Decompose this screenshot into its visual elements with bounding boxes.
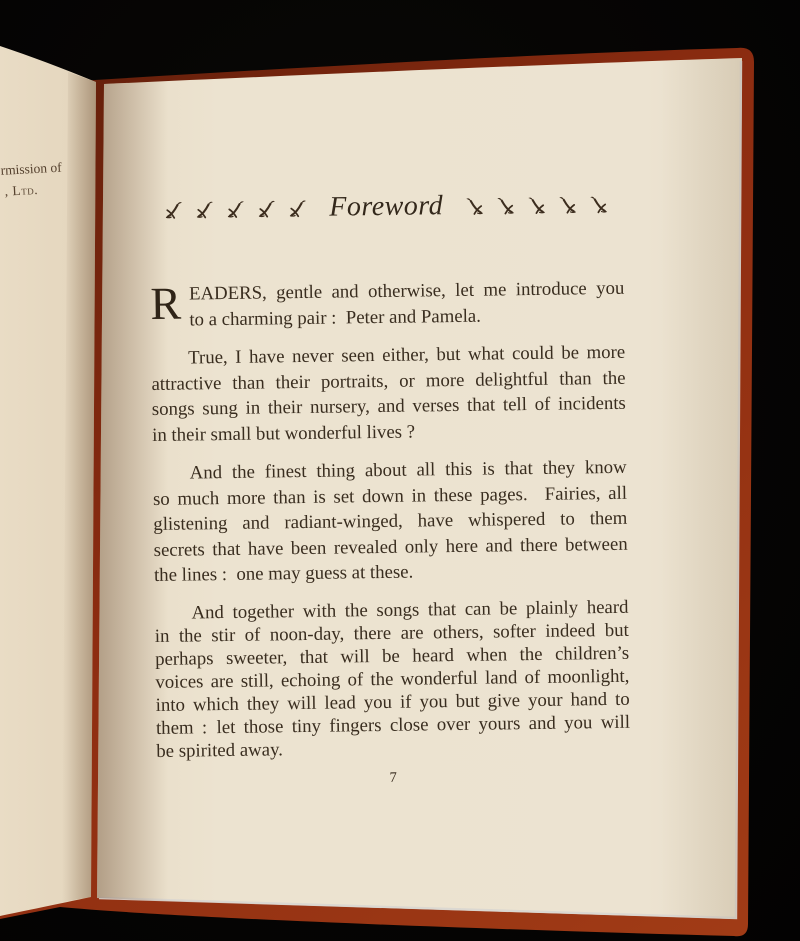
text-line: them : let those tiny fingers close over yours and you will <box>155 711 631 739</box>
page-number: 7 <box>389 769 398 786</box>
chapter-title-row <box>149 186 623 228</box>
text-line: the lines : one may guess at these. <box>153 561 414 586</box>
text-line: True, I have never seen either, but what could be more <box>188 341 626 369</box>
fleuron-ornament-icon <box>527 195 546 215</box>
text-line: EADERS, gentle and otherwise, let me introduce you <box>188 277 625 305</box>
text-line: And the finest thing about all this is that they know <box>189 456 627 484</box>
text-line: in the stir of noon-day, there are others, softer indeed but <box>154 619 629 647</box>
text-line: perhaps sweeter, that will be heard when the children’s <box>154 642 630 670</box>
fleuron-ornament-icon <box>164 200 183 220</box>
text-line: attractive than their portraits, or more delightful than the <box>151 367 626 395</box>
body-text <box>150 276 630 763</box>
fleuron-ornament-icon <box>465 196 484 216</box>
fleuron-ornament-icon <box>226 199 245 219</box>
text-line: to a charming pair : Peter and Pamela. <box>189 305 482 330</box>
foreword-page-content <box>149 186 631 790</box>
text-line: in their small but wonderful lives ? <box>152 421 416 446</box>
caption-fragment-line: rmission of <box>0 159 63 178</box>
fleuron-ornament-icon <box>257 198 276 218</box>
text-line: into which they will lead you if you but give your hand to <box>155 688 630 716</box>
fleuron-ornament-icon <box>496 195 515 215</box>
text-line: voices are still, echoing of the wonderful land of moonlight, <box>155 665 630 693</box>
ornament-group-right <box>459 194 614 216</box>
text-line: And together with the songs that can be plainly heard <box>191 596 629 623</box>
text-line: songs sung in their nursery, and verses that tell of incidents <box>151 392 626 420</box>
drop-cap: R <box>150 277 182 329</box>
fleuron-ornament-icon <box>589 194 608 214</box>
text-line: be spirited away. <box>156 738 284 762</box>
paragraph <box>151 340 626 448</box>
text-line: glistening and radiant-winged, have whispered to them <box>153 507 628 535</box>
text-line: secrets that have been revealed only here and there between <box>153 533 628 561</box>
ornament-group-left <box>158 198 313 220</box>
text-line: so much more than is set down in these pages. Fairies, all <box>152 482 628 510</box>
paragraph <box>150 276 625 333</box>
fleuron-ornament-icon <box>195 199 214 219</box>
paragraph <box>153 455 629 589</box>
fleuron-ornament-icon <box>288 198 307 218</box>
caption-fragment-line: , Ltd. <box>4 181 39 199</box>
fleuron-ornament-icon <box>558 194 577 214</box>
main-page-edge-shade <box>660 58 742 919</box>
page-title: Foreword <box>329 190 444 223</box>
paragraph <box>154 595 630 762</box>
